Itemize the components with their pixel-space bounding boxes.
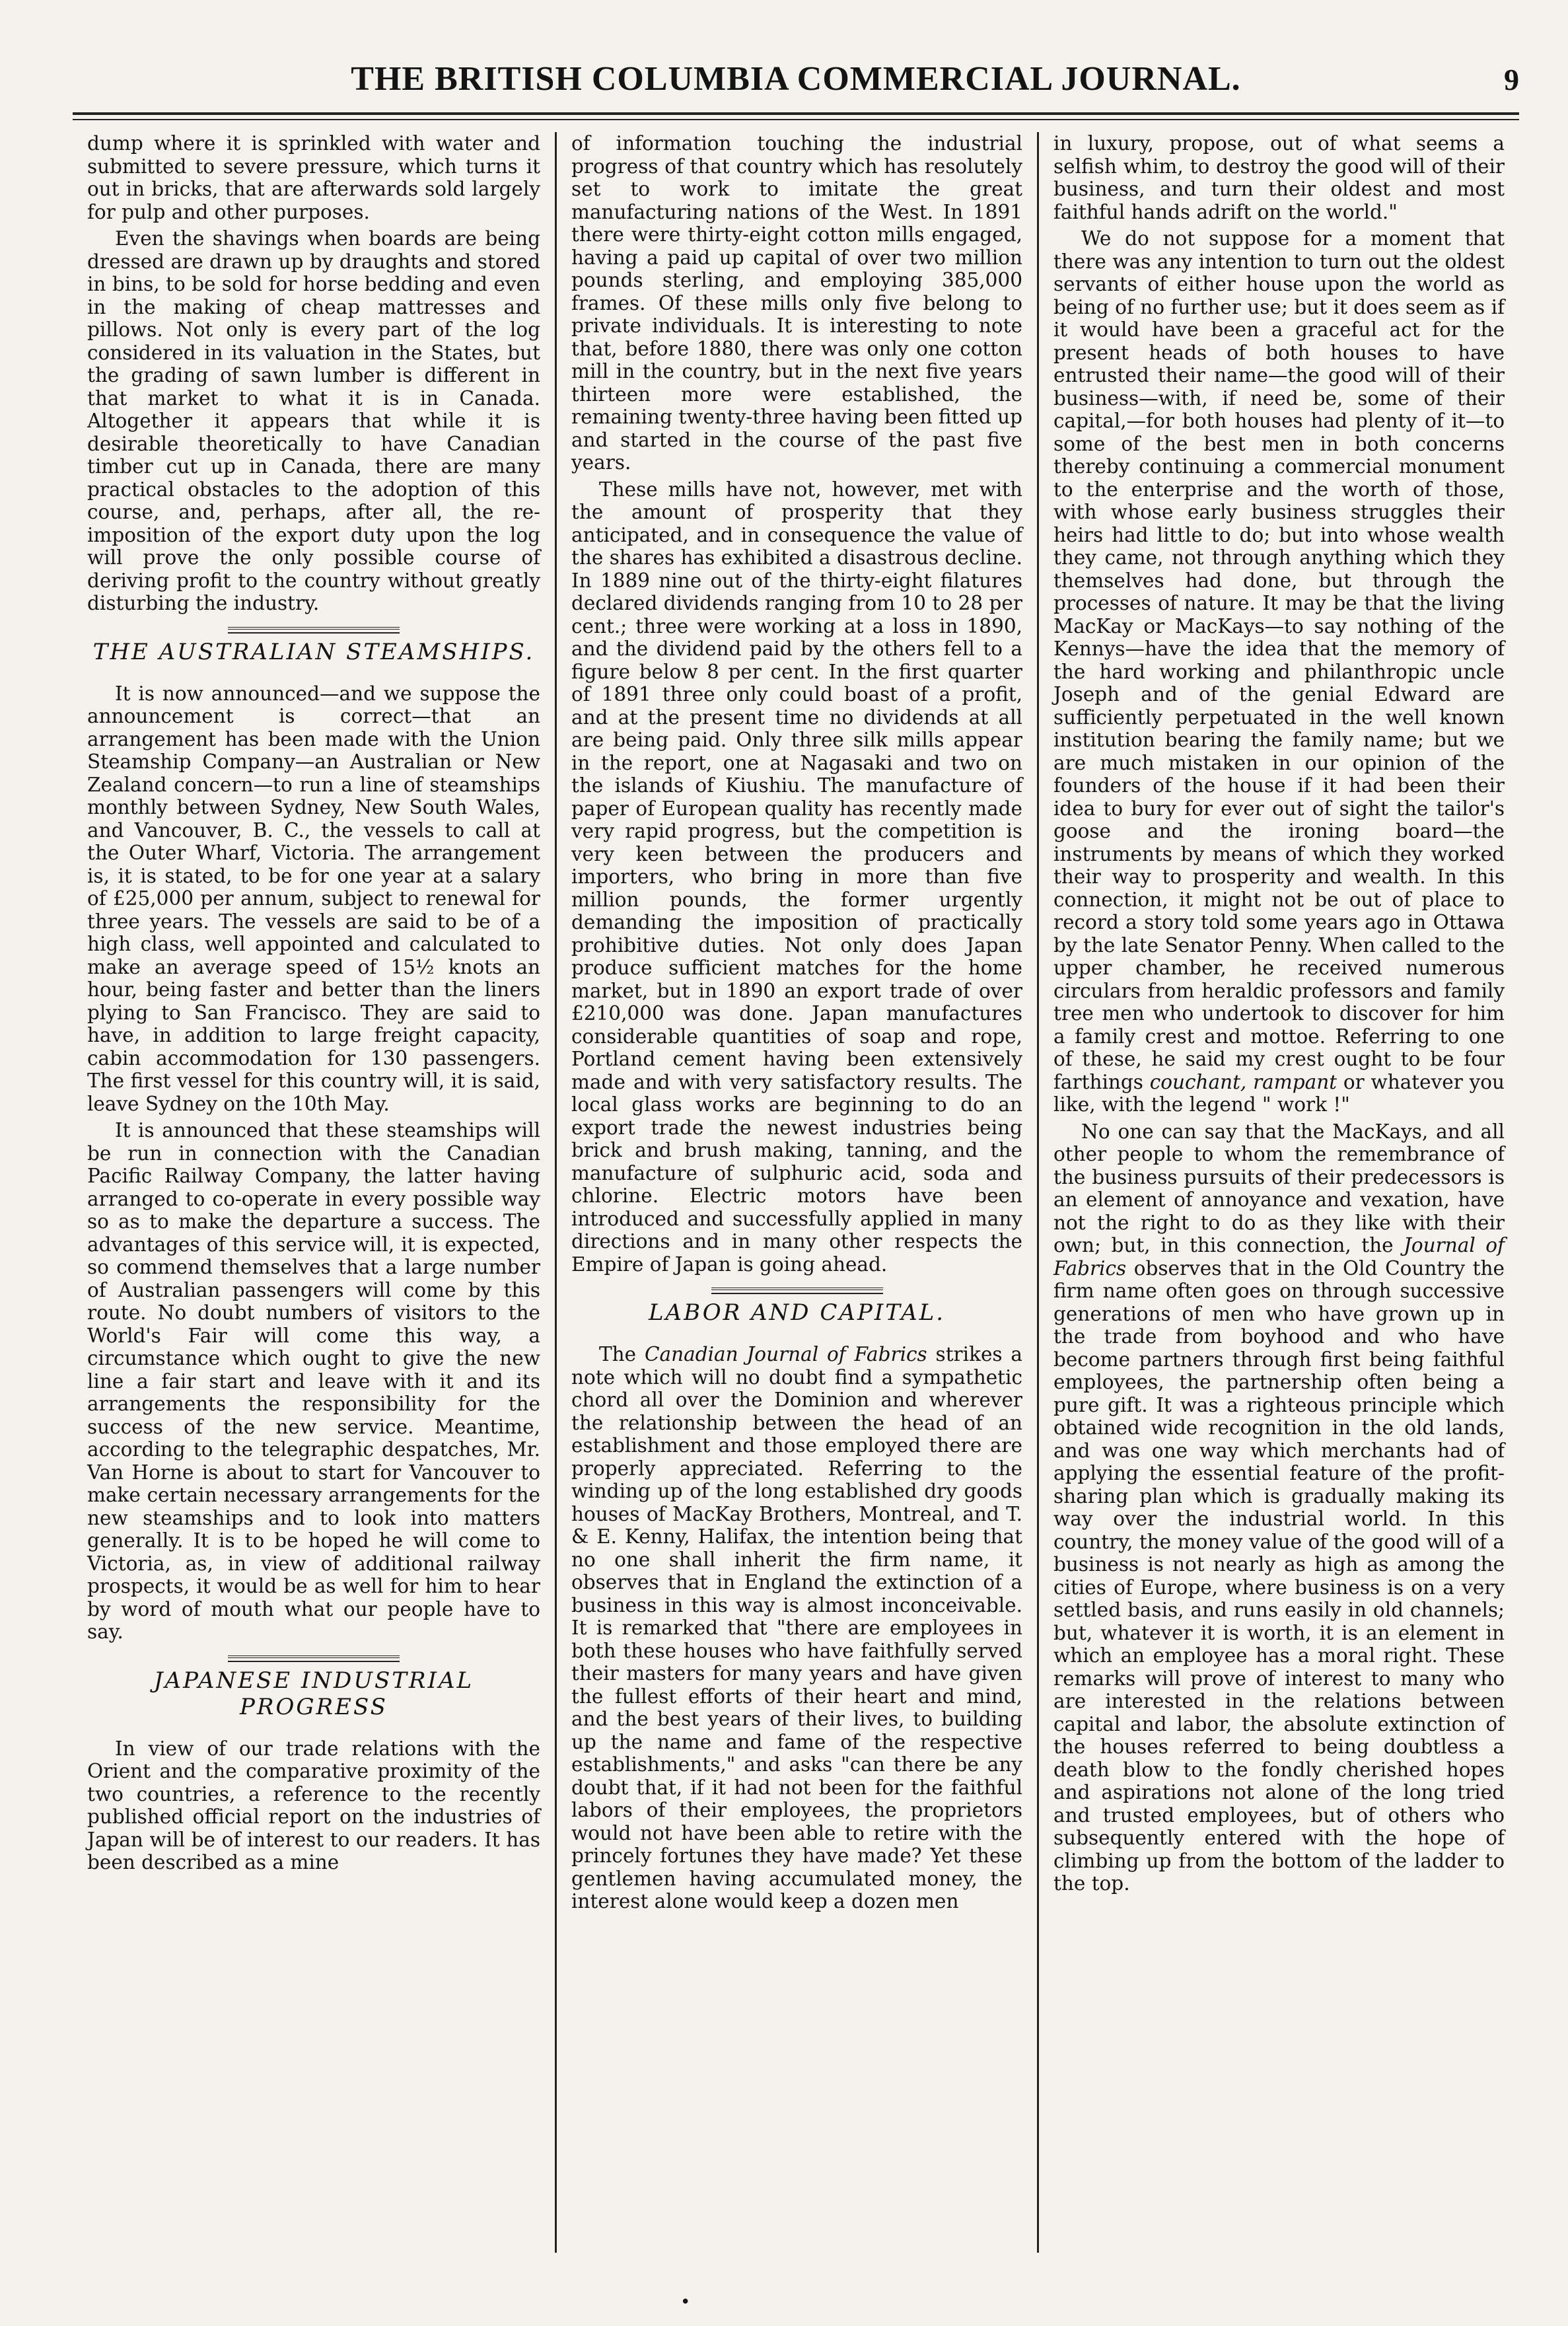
section-heading-japanese-industrial-progress: JAPANESE INDUSTRIAL PROGRESS (153, 1667, 474, 1720)
header-rule-thin (73, 119, 1519, 120)
italic-phrase: couchant, rampant (1149, 1070, 1337, 1093)
page-header (73, 59, 1519, 112)
paragraph: It is announced that these steamships will be run in connection with the Canadian Pacific Railway Company, the latter having arranged to co-operate in every possible way so as to make the departure a success. The advantages of this service will, it is expected, so commend themselves that a large number of Australian passengers will come by this route. No doubt numbers of visitors to the World's Fair will come this way, a circumstance which ought to give the new line a fair start and leave with it and its arrangements the responsibility for the success of the new service. Meantime, according to the telegraphic despatches, Mr. Van Horne is about to start for Vancouver to make certain necessary arrangements for the new steamships and to look into matters generally. It is to be hoped he will come to Victoria, as, in view of additional railway prospects, it would be as well for him to hear by word of mouth what our people have to say. (87, 1119, 540, 1643)
journal-name: Journal of Fabrics (1053, 1234, 1505, 1280)
page-number: 9 (1504, 63, 1519, 96)
text-run: The (599, 1343, 645, 1365)
paragraph (1053, 1120, 1505, 1895)
column-3 (1037, 132, 1519, 2253)
text-run: observes that in the Old Country the firm name often goes on through successive generations of men who have grown up in the trade from boyhood and who have become partners through first being faithful employees, the partnership often being a pure gift. It was a righteous principle which obtained wide recognition in the old lands, and was one way which merchants had of applying the essential feature of the profit-sharing plan which is gradually making its way over the industrial world. In this country, the money value of the good will of a business is not nearly as high as among the cities of Europe, where business is on a very settled basis, and runs easily in old channels; but, whatever it is worth, it is an element in which an employee has a moral right. These remarks will prove of interest to many who are interested in the relations between capital and labor, the absolute extinction of the houses referred to being doubtless a death blow to the fondly cherished hopes and aspirations not alone of the long tried and trusted employees, but of others who subsequently entered with the hope of climbing up from the bottom of the ladder to the top. (1053, 1256, 1505, 1895)
section-heading-australian-steamships: THE AUSTRALIAN STEAMSHIPS. (92, 638, 535, 665)
section-heading-labor-and-capital: LABOR AND CAPITAL. (648, 1299, 946, 1326)
paragraph: in luxury, propose, out of what seems a selfish whim, to destroy the good will of their business, and turn their oldest and most faithful hands adrift on the world." (1053, 132, 1505, 223)
section-divider (228, 627, 400, 634)
paragraph: In view of our trade relations with the Orient and the comparative proximity of the two countries, a reference to the recently published official report on the industries of Japan will be of interest to our readers. It has been described as a mine (87, 1737, 540, 1873)
journal-name: Canadian Journal of Fabrics (644, 1343, 927, 1365)
text-run: We do not suppose for a moment that there was any intention to turn out the oldest servants of either house upon the world as being of no further use; but it does seem as if it would have been a graceful act for the present heads of both houses to have entrusted their name—the good will of their business—with, if need be, some of their capital,—for both houses had plenty of it—to some of the best men in both concerns thereby continuing a commercial monument to the enterprise and the worth of those, with whose early business struggles their heirs had little to do; but into whose wealth they came, not through anything which they themselves had done, but through the processes of nature. It may be that the living MacKay or MacKays—to say nothing of the Kennys—have the idea that the memory of the hard working and philanthropic uncle Joseph and of the genial Edward are sufficiently perpetuated in the well known institution bearing the family name; but we are much mistaken in our opinion of the founders of the house if it had been their idea to bury for ever out of sight the tailor's goose and the ironing board—the instruments by means of which they worked their way to prosperity and wealth. In this connection, it might not be out of place to record a story told some years ago in Ottawa by the late Senator Penny. When called to the upper chamber, he received numerous circulars from heraldic professors and family tree men who undertook to discover for him a family crest and mottoe. Referring to one of these, he said my crest ought to be four farthings (1053, 227, 1505, 1093)
paragraph: These mills have not, however, met with the amount of prosperity that they anticipated, and in consequence the value of the shares has exhibited a disastrous decline. In 1889 nine out of the thirty-eight filatures declared dividends ranging from 10 to 28 per cent.; three were working at a loss in 1890, and the dividend paid by the others fell to a figure below 8 per cent. In the first quarter of 1891 three only could boast of a profit, and at the present time no dividends at all are being paid. Only three silk mills appear in the report, one at Nagasaki and two on the islands of Kiushiu. The manufacture of paper of European quality has recently made very rapid progress, but the competition is very keen between the producers and importers, who bring in more than five million pounds, the former urgently demanding the imposition of practically prohibitive duties. Not only does Japan produce sufficient matches for the home market, but in 1890 an export trade of over £210,000 was done. Japan manufactures considerable quantities of soap and rope, Portland cement having been extensively made and with very satisfactory results. The local glass works are beginning to do an export trade the newest industries being brick and brush making, tanning, and the manufacture of sulphuric acid, soda and chlorine. Electric motors have been introduced and successfully applied in many directions and in many other respects the Empire of Japan is going ahead. (571, 478, 1022, 1276)
text-run: No one can say that the MacKays, and all other people to whom the remembrance of the business pursuits of their predecessors is an element of annoyance and vexation, have not the right to do as they like with their own; but, in this connection, the (1053, 1120, 1505, 1256)
header-rule (73, 112, 1519, 115)
paragraph: of information touching the industrial progress of that country which has resolutely set to work to imitate the great manufacturing nations of the West. In 1891 there were thirty-eight cotton mills engaged, having a paid up capital of over two million pounds sterling, and employing 385,000 frames. Of these mills only five belong to private individuals. It is interesting to note that, before 1880, there was only one cotton mill in the country, but in the next five years thirteen more were established, the remaining twenty-three having been fitted up and started in the course of the past five years. (571, 132, 1022, 474)
text-run: or whatever you like, with the legend " work !" (1053, 1070, 1505, 1116)
footer-dot: • (680, 2292, 691, 2312)
paragraph (1053, 227, 1505, 1116)
article-columns (73, 132, 1519, 2253)
paragraph: It is now announced—and we suppose the announcement is correct—that an arrangement has been made with the Union Steamship Company—an Australian or New Zealand concern—to run a line of steamships monthly between Sydney, New South Wales, and Vancouver, B. C., the vessels to call at the Outer Wharf, Victoria. The arrangement is, it is stated, to be for one year at a salary of £25,000 per annum, subject to renewal for three years. The vessels are said to be of a high class, well appointed and calculated to make an average speed of 15½ knots an hour, being faster and better than the liners plying to San Francisco. They are said to have, in addition to large freight capacity, cabin accommodation for 130 passengers. The first vessel for this country will, it is said, leave Sydney on the 10th May. (87, 682, 540, 1115)
paragraph: Even the shavings when boards are being dressed are drawn up by draughts and stored in bins, to be sold for horse bedding and even in the making of cheap mattresses and pillows. Not only is every part of the log considered in its valuation in the States, but the grading of sawn lumber is different in that market to what it is in Canada. Altogether it appears that while it is desirable theoretically to have Canadian timber cut up in Canada, there are many practical obstacles to the adoption of this course, and, perhaps, after all, the re-imposition of the export duty upon the log will prove the only possible course of deriving profit to the country without greatly disturbing the industry. (87, 227, 540, 614)
column-1 (73, 132, 555, 2253)
column-2 (555, 132, 1037, 2253)
section-divider (228, 1655, 400, 1662)
text-run: strikes a note which will no doubt find a sympathetic chord all over the Dominion and wherever the relationship between the head of an establishment and those employed there are properly appreciated. Referring to the winding up of the long established dry goods houses of MacKay Brothers, Montreal, and T. & E. Kenny, Halifax, the intention being that no one shall inherit the firm name, it observes that in England the extinction of a business in this way is almost inconceivable. It is remarked that "there are employees in both these houses who have faithfully served their masters for many years and have given the fullest efforts of their heart and mind, and the best years of their lives, to building up the name and fame of the respective establishments," and asks "can there be any doubt that, if it had not been for the faithful labors of their employees, the proprietors would not have been able to retire with the princely fortunes they have made? Yet these gentlemen having accumulated money, the interest alone would keep a dozen men (571, 1343, 1022, 1912)
section-divider (711, 1288, 883, 1294)
paragraph (571, 1343, 1022, 1913)
paragraph: dump where it is sprinkled with water and submitted to severe pressure, which turns it out in bricks, that are afterwards sold largely for pulp and other purposes. (87, 132, 540, 223)
journal-title: THE BRITISH COLUMBIA COMMERCIAL JOURNAL. (351, 60, 1241, 98)
